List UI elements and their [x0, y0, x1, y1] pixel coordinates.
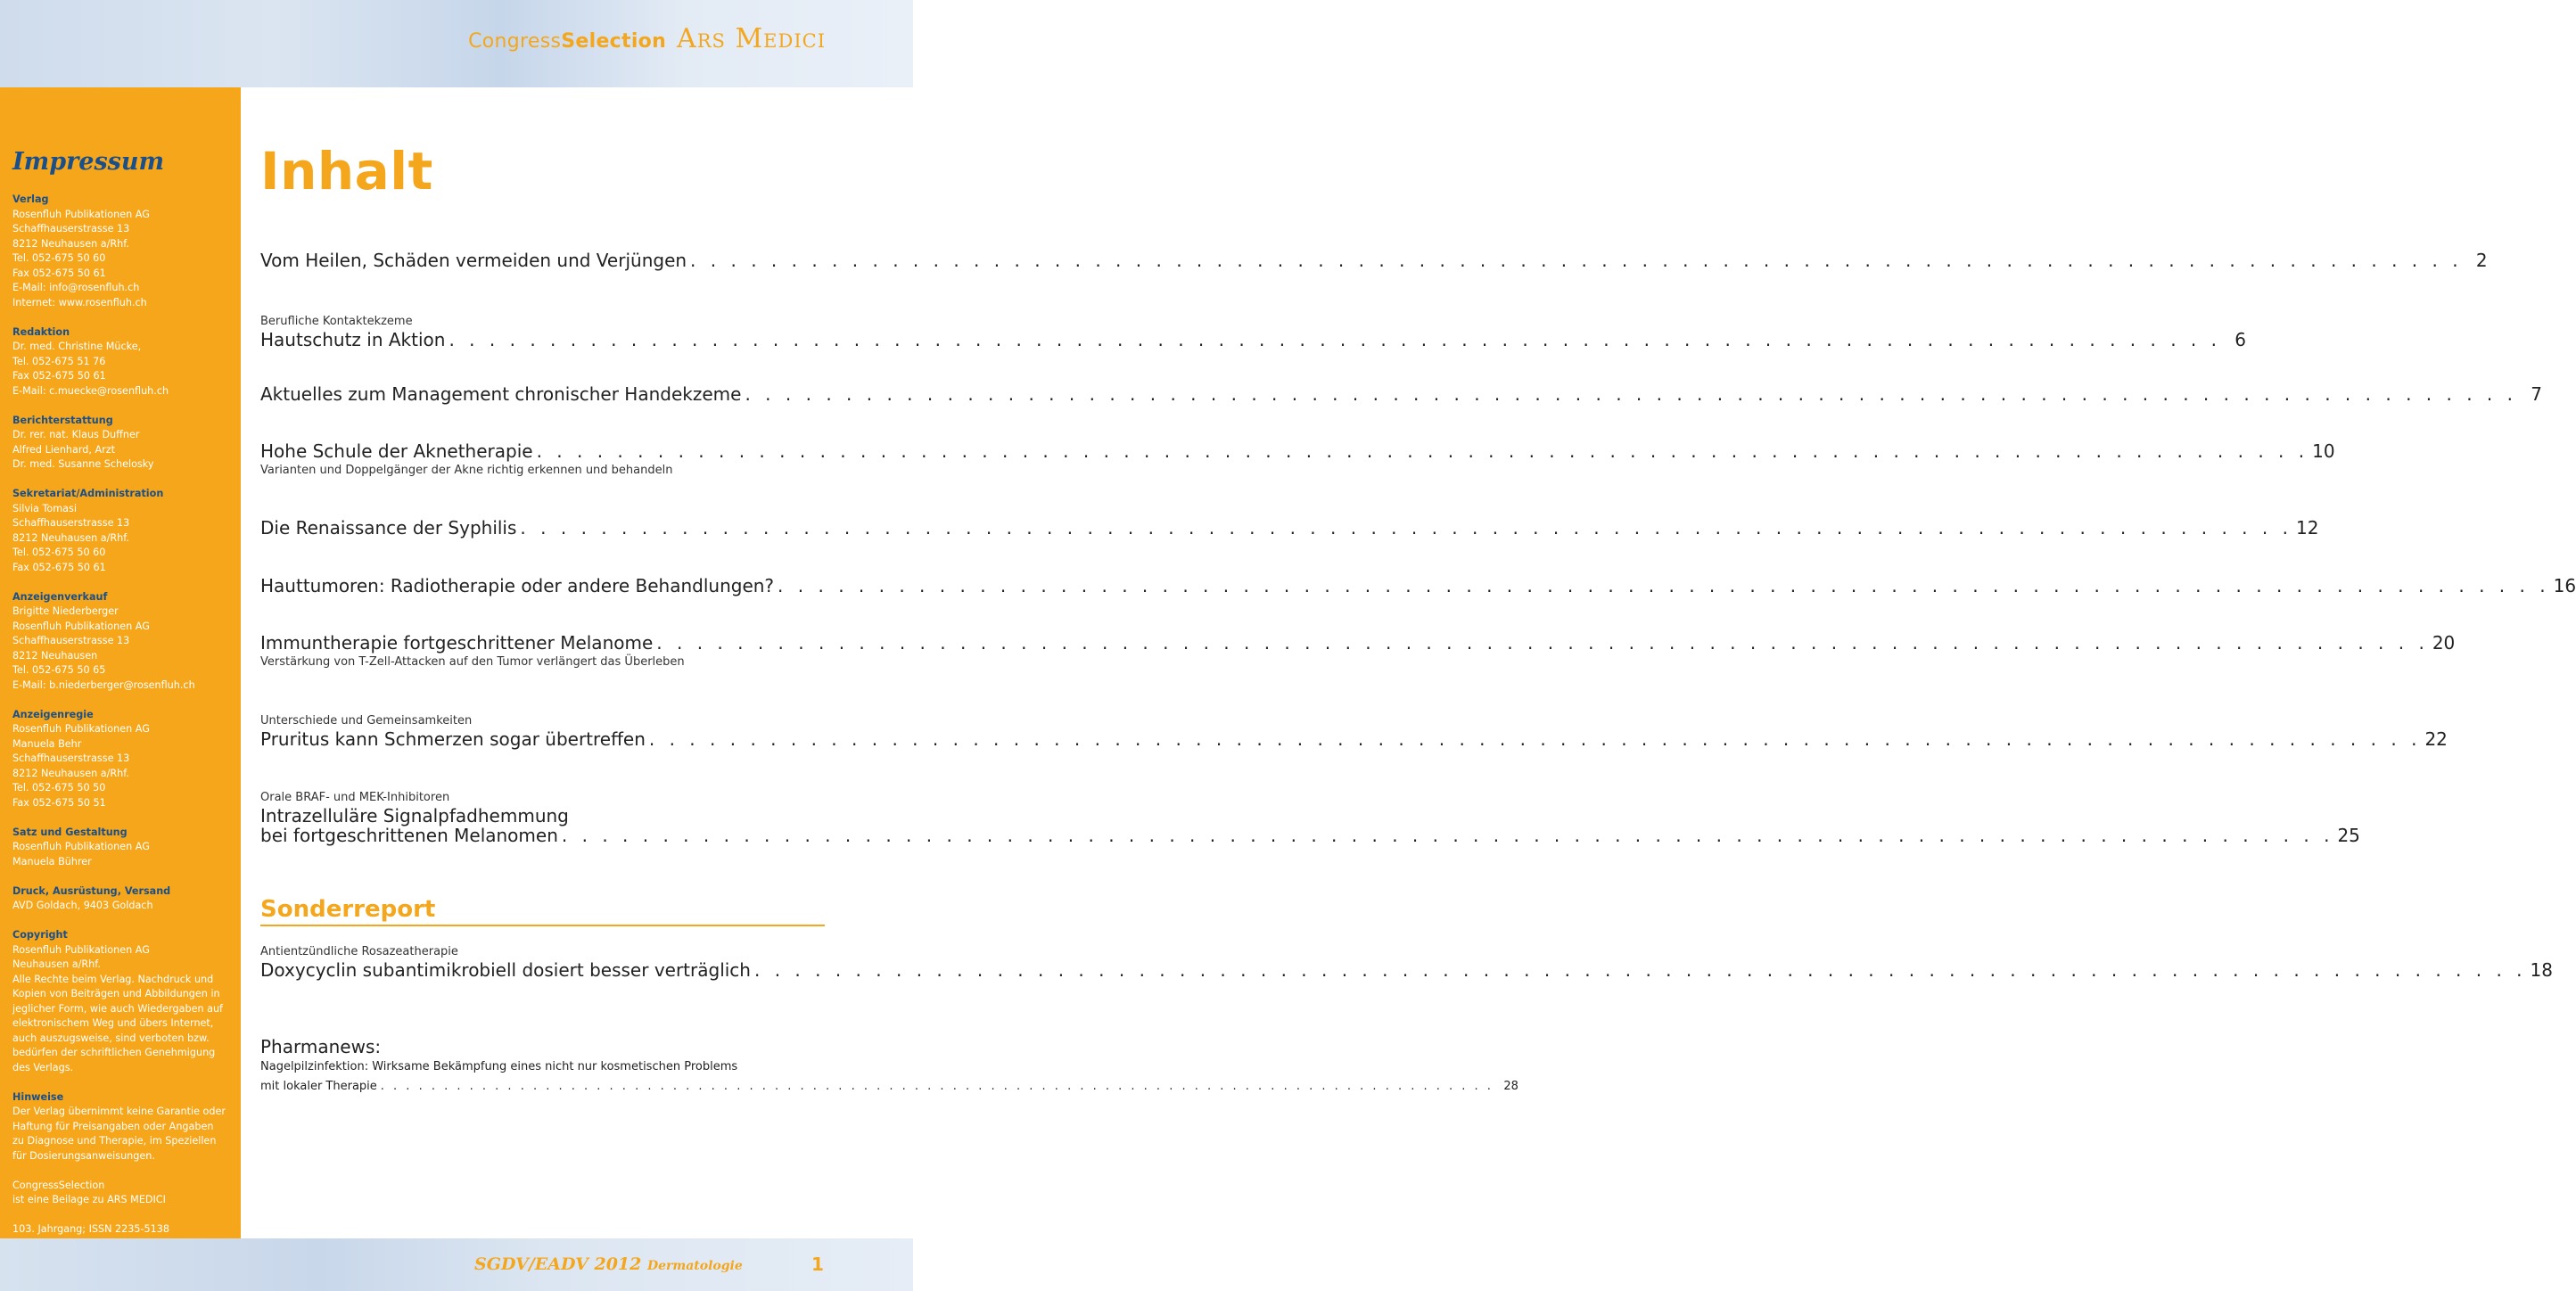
toc-title: Pruritus kann Schmerzen sogar übertreffen [260, 728, 646, 750]
impressum-sidebar [0, 87, 241, 1238]
toc-page-number: 7 [2531, 383, 2543, 405]
impressum-section [12, 884, 232, 914]
toc-page-number: 10 [2312, 440, 2335, 462]
impressum-line: 8212 Neuhausen a/Rhf. [12, 237, 129, 250]
toc-page-number: 25 [2337, 825, 2360, 846]
toc-row [260, 632, 2456, 654]
toc-page-number: 20 [2432, 632, 2456, 654]
impressum-line: CongressSelection [12, 1179, 105, 1191]
impressum-section [12, 708, 232, 811]
impressum-section [12, 414, 232, 473]
toc-title-continued: bei fortgeschrittenen Melanomen [260, 825, 558, 846]
toc-entry[interactable] [260, 314, 2247, 350]
footer-band [0, 1238, 913, 1291]
impressum-line: Brigitte Niederberger [12, 605, 119, 617]
toc-leader: . . . . . . . . . . . . . . . . . . . . . . . . . . . . . . . . . . . . . . . . . . . . . . . . . . . . . . . . . . . . . . . . . . . . . . . . . . . . . . . . . . . . . . . . [536, 440, 2309, 462]
pharmanews[interactable] [260, 1036, 1518, 1095]
toc-leader: . . . . . . . . . . . . . . . . . . . . . . . . . . . . . . . . . . . . . . . . . . . . . . . . . . . . . . . . . . . . . . . . . . . . . . . . . . . . . . . . . . . . . . . . [380, 1080, 1494, 1093]
toc-leader: . . . . . . . . . . . . . . . . . . . . . . . . . . . . . . . . . . . . . . . . . . . . . . . . . . . . . . . . . . . . . . . . . . . . . . . . . . . . . . . . . . . . . . . . [656, 632, 2429, 654]
impressum-line: Der Verlag übernimmt keine Garantie oder [12, 1106, 226, 1117]
impressum-line: Tel. 052-675 50 60 [12, 252, 106, 264]
pharmanews-description: Nagelpilzinfektion: Wirksame Bekämpfung eines nicht nur kosmetischen Problems [260, 1060, 738, 1073]
toc-kicker: Berufliche Kontaktekzeme [260, 315, 413, 328]
impressum-line: Rosenfluh Publikationen AG [12, 208, 150, 220]
toc-row [260, 517, 2319, 539]
toc-title: Immuntherapie fortgeschrittener Melanome [260, 632, 654, 654]
impressum-line: Schaffhauserstrasse 13 [12, 752, 130, 764]
impressum-heading: Hinweise [12, 1090, 64, 1103]
toc-row [260, 575, 2576, 596]
impressum-line: Fax 052-675 50 61 [12, 561, 106, 573]
impressum-line: AVD Goldach, 9403 Goldach [12, 900, 153, 911]
page-title: Inhalt [260, 141, 433, 201]
impressum-section [12, 1179, 232, 1208]
impressum-heading: Copyright [12, 929, 68, 941]
impressum-line: E-Mail: info@rosenfluh.ch [12, 282, 140, 293]
pharmanews-line: mit lokaler Therapie [260, 1080, 377, 1093]
impressum-line: für Dosierungsanweisungen. [12, 1149, 155, 1162]
toc-entry[interactable] [260, 790, 2360, 846]
toc-leader: . . . . . . . . . . . . . . . . . . . . . . . . . . . . . . . . . . . . . . . . . . . . . . . . . . . . . . . . . . . . . . . . . . . . . . . . . . . . . . . . . . . . . . . . [449, 329, 2222, 350]
impressum-line: Rosenfluh Publikationen AG [12, 943, 150, 956]
impressum-line: elektronischem Weg und übers Internet, [12, 1017, 214, 1029]
toc-subline: Verstärkung von T-Zell-Attacken auf den Tumor verlängert das Überleben [260, 655, 685, 669]
toc-row [260, 959, 2553, 981]
impressum-line: 8212 Neuhausen a/Rhf. [12, 531, 129, 544]
footer-section: Dermatologie [647, 1259, 743, 1273]
toc-page-number: 28 [1503, 1080, 1518, 1093]
footer-journal [474, 1254, 743, 1274]
brand-ars-medici: Ars Medici [677, 23, 826, 54]
toc-row [260, 329, 2247, 350]
toc-title: Die Renaissance der Syphilis [260, 517, 517, 539]
pharmanews-row [260, 1079, 1518, 1095]
impressum-line: 8212 Neuhausen [12, 649, 98, 662]
impressum-line: ist eine Beilage zu ARS MEDICI [12, 1194, 166, 1205]
impressum-section [12, 1222, 232, 1238]
impressum-section [12, 487, 232, 575]
impressum-line: 8212 Neuhausen a/Rhf. [12, 767, 129, 779]
contents-main [241, 87, 2576, 1238]
impressum-line: Schaffhauserstrasse 13 [12, 635, 130, 646]
toc-entry-sonderreport[interactable] [260, 944, 2553, 981]
impressum-line: Alfred Lienhard, Arzt [12, 443, 115, 456]
toc-leader: . . . . . . . . . . . . . . . . . . . . . . . . . . . . . . . . . . . . . . . . . . . . . . . . . . . . . . . . . . . . . . . . . . . . . . . . . . . . . . . . . . . . . . . . [520, 517, 2292, 539]
toc-title: Hautschutz in Aktion [260, 329, 446, 350]
toc-row [260, 806, 822, 826]
impressum-line: Tel. 052-675 50 60 [12, 547, 106, 558]
impressum-section [12, 1090, 232, 1164]
impressum-heading: Sekretariat/Administration [12, 488, 164, 499]
impressum-line: Kopien von Beiträgen und Abbildungen in [12, 988, 220, 999]
header-band [0, 0, 913, 87]
impressum-heading: Druck, Ausrüstung, Versand [12, 884, 171, 897]
impressum-line: Fax 052-675 50 61 [12, 370, 106, 382]
impressum-line: bedürfen der schriftlichen Genehmigung [12, 1047, 216, 1058]
footer-journal-title: SGDV/EADV 2012 [474, 1254, 642, 1274]
impressum-heading: Anzeigenregie [12, 708, 94, 720]
toc-entry[interactable] [260, 713, 2448, 750]
impressum-line: Manuela Behr [12, 737, 82, 750]
toc-kicker: Antientzündliche Rosazeatherapie [260, 945, 458, 958]
toc-page-number: 22 [2424, 728, 2448, 750]
toc-leader: . . . . . . . . . . . . . . . . . . . . . . . . . . . . . . . . . . . . . . . . . . . . . . . . . . . . . . . . . . . . . . . . . . . . . . . . . . . . . . . . . . . . . . . . [745, 383, 2518, 405]
toc-title: Intrazelluläre Signalpfadhemmung [260, 805, 569, 826]
toc-leader: . . . . . . . . . . . . . . . . . . . . . . . . . . . . . . . . . . . . . . . . . . . . . . . . . . . . . . . . . . . . . . . . . . . . . . . . . . . . . . . . . . . . . . . . [648, 728, 2422, 750]
impressum-line: Fax 052-675 50 51 [12, 796, 106, 809]
toc-entry[interactable] [260, 517, 2319, 539]
toc-entry[interactable] [260, 575, 2576, 596]
impressum-line: Schaffhauserstrasse 13 [12, 517, 130, 529]
impressum-line: Silvia Tomasi [12, 502, 77, 514]
toc-entry[interactable] [260, 632, 2456, 670]
impressum-heading: Verlag [12, 193, 49, 205]
brand-congress: Congress [468, 30, 562, 53]
toc-entry[interactable] [260, 440, 2335, 479]
impressum-section [12, 590, 232, 694]
toc-row [260, 728, 2448, 750]
toc-row [260, 250, 2488, 271]
toc-page-number: 2 [2475, 250, 2488, 271]
impressum-section [12, 928, 232, 1075]
toc-subline: Varianten und Doppelgänger der Akne richtig erkennen und behandeln [260, 464, 673, 477]
impressum-heading: Berichterstattung [12, 414, 113, 426]
impressum-line: Haftung für Preisangaben oder Angaben [12, 1120, 214, 1132]
toc-kicker: Unterschiede und Gemeinsamkeiten [260, 714, 473, 728]
toc-leader: . . . . . . . . . . . . . . . . . . . . . . . . . . . . . . . . . . . . . . . . . . . . . . . . . . . . . . . . . . . . . . . . . . . . . . . . . . . . . . . . . . . . . . . . [690, 250, 2463, 271]
impressum-heading: Satz und Gestaltung [12, 826, 128, 838]
impressum-line: Manuela Bührer [12, 855, 92, 868]
impressum-line: Tel. 052-675 50 50 [12, 782, 106, 794]
brand-selection: Selection [561, 30, 667, 53]
toc-kicker: Orale BRAF- und MEK-Inhibitoren [260, 791, 450, 804]
sonderreport-heading: Sonderreport [260, 894, 825, 926]
impressum-section [12, 193, 232, 310]
impressum-line: jeglicher Form, wie auch Wiedergaben auf [12, 1002, 223, 1015]
toc-page-number: 12 [2295, 517, 2319, 539]
impressum-line: E-Mail: b.niederberger@rosenfluh.ch [12, 678, 195, 691]
pharmanews-title: Pharmanews: [260, 1036, 382, 1057]
impressum-body [12, 193, 232, 1252]
toc-page-number: 6 [2234, 329, 2247, 350]
impressum-line: Schaffhauserstrasse 13 [12, 223, 130, 234]
toc-page-number: 18 [2530, 959, 2553, 981]
impressum-line: auch auszugsweise, sind verboten bzw. [12, 1032, 210, 1044]
impressum-line: 103. Jahrgang; ISSN 2235-5138 [12, 1223, 169, 1235]
toc-title: Doxycyclin subantimikrobiell dosiert besser verträglich [260, 959, 751, 981]
impressum-title: Impressum [12, 148, 165, 176]
toc-leader: . . . . . . . . . . . . . . . . . . . . . . . . . . . . . . . . . . . . . . . . . . . . . . . . . . . . . . . . . . . . . . . . . . . . . . . . . . . . . . . . . . . . . . . . [561, 825, 2334, 846]
impressum-section [12, 325, 232, 399]
header-brand [468, 23, 826, 54]
impressum-line: Dr. med. Christine Mücke, [12, 341, 142, 352]
toc-row [260, 383, 2543, 405]
toc-title: Hauttumoren: Radiotherapie oder andere Behandlungen? [260, 575, 775, 596]
brand-congress-selection [468, 30, 666, 53]
footer-page-number: 1 [811, 1254, 824, 1275]
impressum-heading: Redaktion [12, 325, 70, 338]
impressum-line: Rosenfluh Publikationen AG [12, 620, 150, 632]
impressum-line: Rosenfluh Publikationen AG [12, 723, 150, 735]
impressum-line: Internet: www.rosenfluh.ch [12, 296, 147, 308]
toc-entry[interactable] [260, 383, 2543, 405]
toc-entry[interactable] [260, 250, 2488, 271]
toc-page-number: 16 [2553, 575, 2576, 596]
toc-row [260, 440, 2335, 462]
toc-title: Vom Heilen, Schäden vermeiden und Verjüngen [260, 250, 687, 271]
impressum-line: zu Diagnose und Therapie, im Speziellen [12, 1135, 217, 1147]
toc-title: Aktuelles zum Management chronischer Handekzeme [260, 383, 742, 405]
impressum-line: des Verlags. [12, 1061, 74, 1073]
toc-leader: . . . . . . . . . . . . . . . . . . . . . . . . . . . . . . . . . . . . . . . . . . . . . . . . . . . . . . . . . . . . . . . . . . . . . . . . . . . . . . . . . . . . . . . . [753, 959, 2527, 981]
toc-leader: . . . . . . . . . . . . . . . . . . . . . . . . . . . . . . . . . . . . . . . . . . . . . . . . . . . . . . . . . . . . . . . . . . . . . . . . . . . . . . . . . . . . . . . . [778, 575, 2550, 596]
impressum-line: Alle Rechte beim Verlag. Nachdruck und [12, 973, 214, 985]
toc-row [260, 825, 2360, 846]
impressum-line: E-Mail: c.muecke@rosenfluh.ch [12, 384, 169, 397]
impressum-line: Neuhausen a/Rhf. [12, 958, 101, 970]
toc-title: Hohe Schule der Aknetherapie [260, 440, 533, 462]
impressum-line: Rosenfluh Publikationen AG [12, 841, 150, 852]
impressum-line: Tel. 052-675 51 76 [12, 355, 106, 367]
impressum-line: Dr. rer. nat. Klaus Duffner [12, 429, 140, 440]
impressum-section [12, 826, 232, 870]
impressum-heading: Anzeigenverkauf [12, 590, 108, 603]
impressum-line: Dr. med. Susanne Schelosky [12, 458, 154, 470]
impressum-line: Fax 052-675 50 61 [12, 267, 106, 279]
impressum-line: Tel. 052-675 50 65 [12, 664, 106, 676]
